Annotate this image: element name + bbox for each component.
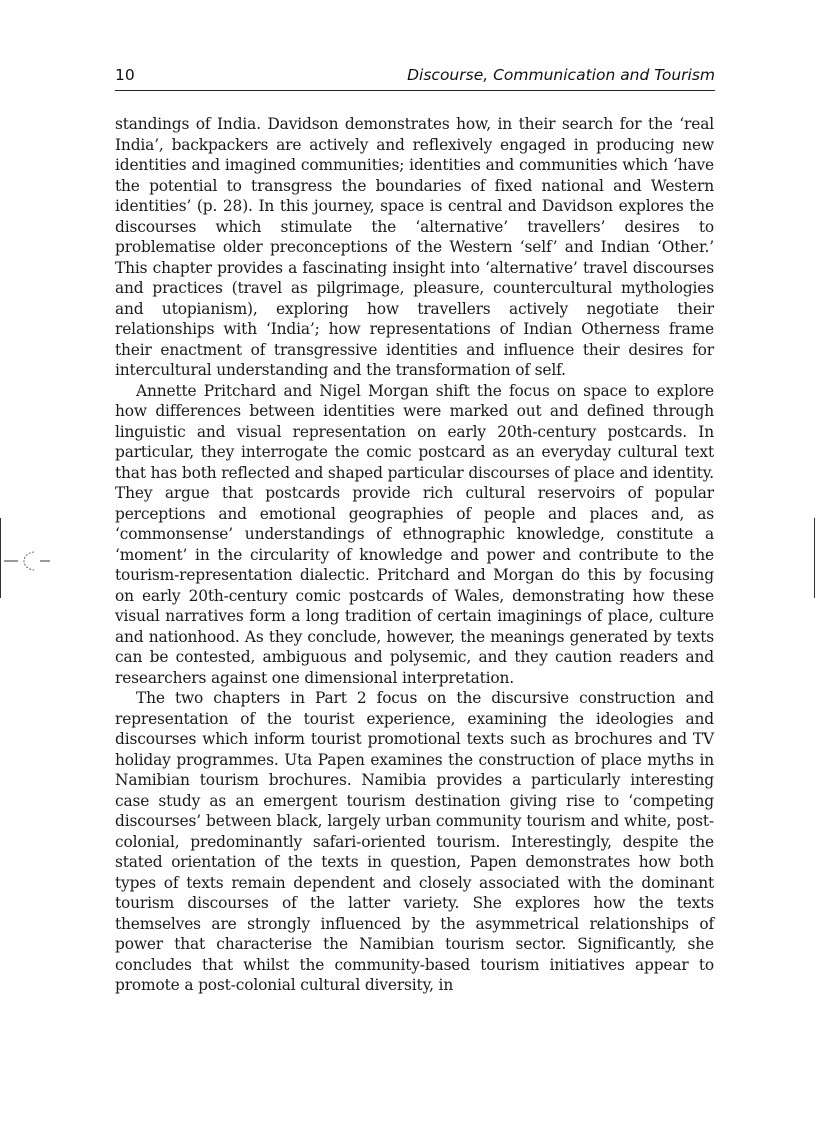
body-text [115,114,714,996]
running-title: Discourse, Communication and Tourism [407,66,715,84]
registration-mark-icon [4,548,52,574]
crop-mark-right [814,518,815,598]
running-head [115,66,715,86]
paragraph-3: The two chapters in Part 2 focus on the discursive construction and representation of the tourist experience, examining the ideologies and discourses which inform tourist promotional texts such as brochures and TV holiday programmes. Uta Papen examines the construction of place myths in Namibian tourism brochures. Namibia provides a particularly interesting case study as an emergent tourism destination giving rise to ‘competing discourses’ between black, largely urban community tourism and white, post-colonial, predominantly safari-oriented tourism. Interestingly, despite the stated orientation of the texts in question, Papen demonstrates how both types of texts remain dependent and closely associated with the dominant tourism discourses of the latter variety. She explores how the texts themselves are strongly influenced by the asymmetrical relationships of power that characterise the Namibian tourism sector. Significantly, she concludes that whilst the community-based tourism initiatives appear to promote a post-colonial cultural diversity, in [115,689,714,994]
header-rule [115,90,715,91]
crop-mark-left [0,518,1,598]
paragraph-2: Annette Pritchard and Nigel Morgan shift the focus on space to explore how differences between identities were marked out and defined through linguistic and visual representation on early 20th-century postcards. In particular, they interrogate the comic postcard as an everyday cultural text that has both reflected and shaped particular discourses of place and identity. They argue that postcards provide rich cultural reservoirs of popular perceptions and emotional geographies of people and places and, as ‘commonsense’ understandings of ethnographic knowledge, constitute a ‘moment’ in the circularity of knowledge and power and contribute to the tourism-representation dialectic. Pritchard and Morgan do this by focusing on early 20th-century comic postcards of Wales, demonstrating how these visual narratives form a long tradition of certain imaginings of place, culture and nationhood. As they conclude, however, the meanings generated by texts can be contested, ambiguous and polysemic, and they caution readers and researchers against one dimensional interpretation. [115,381,714,687]
paragraph-1: standings of India. Davidson demonstrates how, in their search for the ‘real India’, backpackers are actively and reflexively engaged in producing new identities and imagined communities; identities and communities which ‘have the potential to transgress the boundaries of fixed national and Western identities’ (p. 28). In this journey, space is central and Davidson explores the discourses which stimulate the ‘alternative’ travellers’ desires to problematise older preconceptions of the Western ‘self’ and Indian ‘Other.’ This chapter provides a fascinating insight into ‘alternative’ travel discourses and practices (travel as pilgrimage, pleasure, countercultural mythologies and utopianism), exploring how travellers actively negotiate their relationships with ‘India’; how representations of Indian Otherness frame their enactment of transgressive identities and influence their desires for intercultural understanding and the transformation of self. [115,115,714,379]
page-number: 10 [115,66,135,84]
